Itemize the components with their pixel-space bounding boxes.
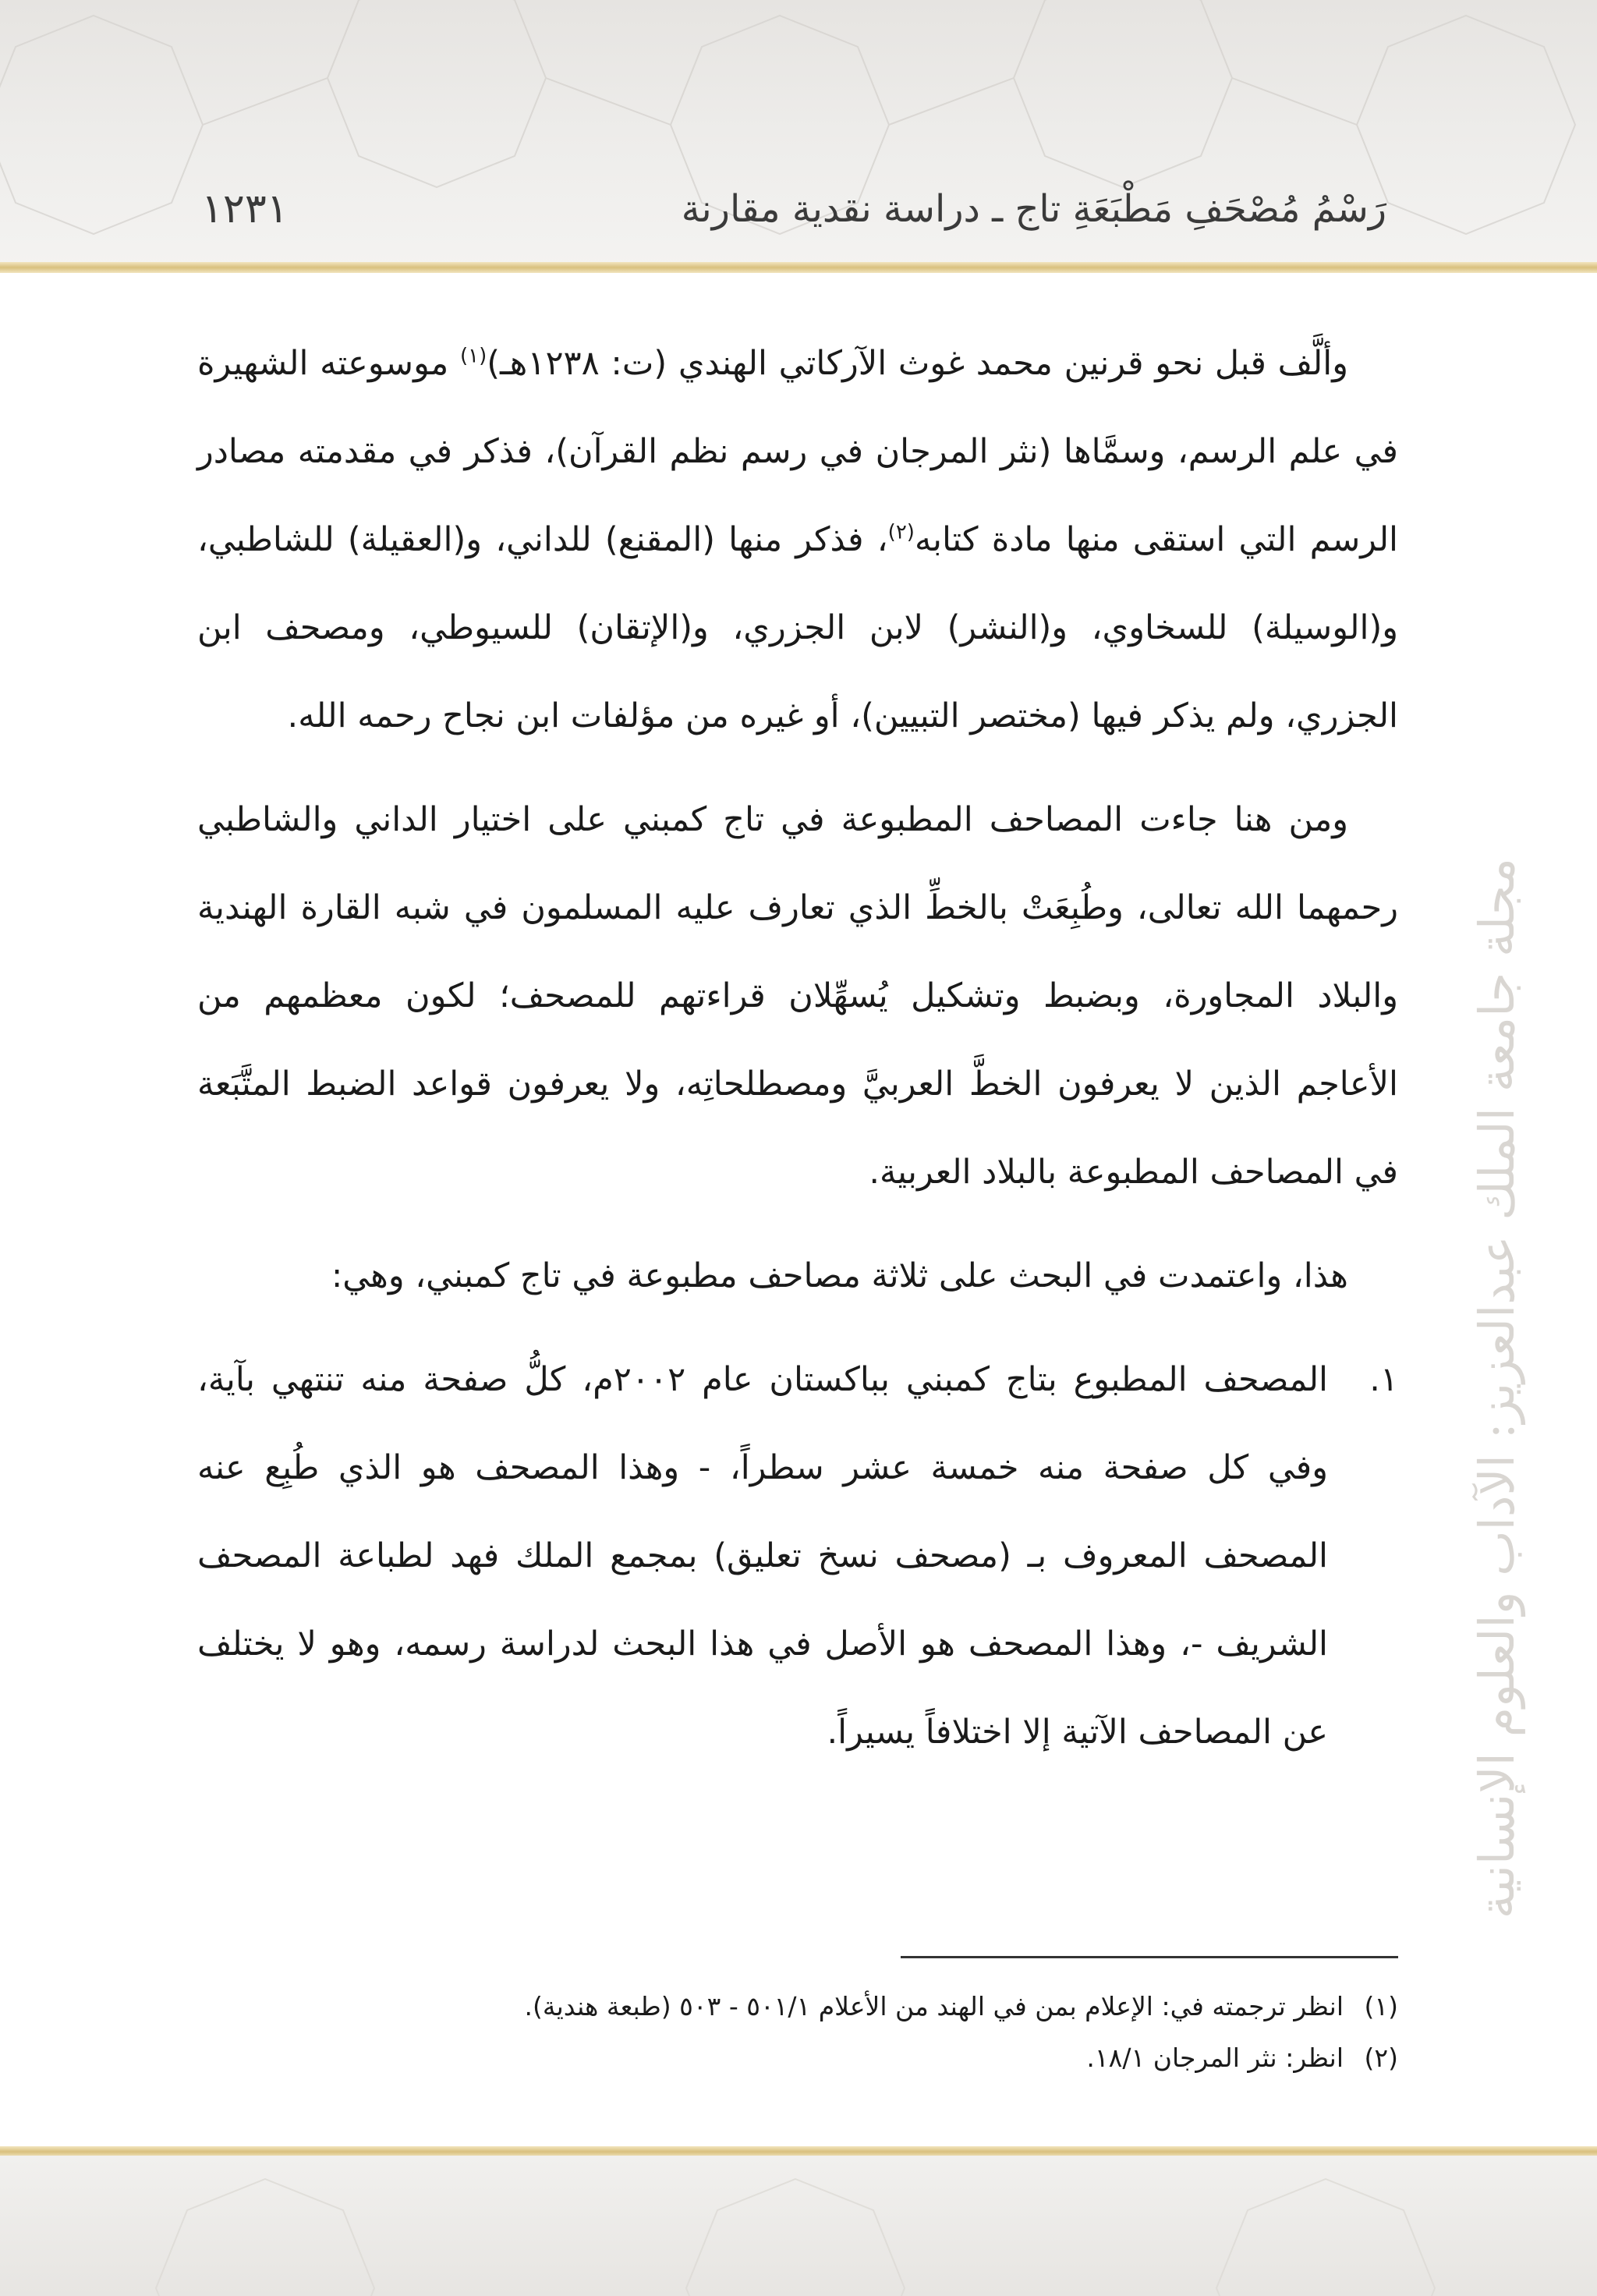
list-item-text: المصحف المطبوع بتاج كمبني بباكستان عام ٢٠٠٢م، كلُّ صفحة منه تنتهي بآية، وفي كل صفحة منه خمسة عشر سطراً، - وهذا المصحف هو الذي طُبِع عنه المصحف المعروف بـ (مصحف نسخ تعليق) بمجمع الملك فهد لطباعة المصحف الشريف -، وهذا المصحف هو الأصل في هذا البحث لدراسة رسمه، وهو لا يختلف عن المصاحف الآتية إلا اختلافاً يسيراً. <box>197 1360 1328 1752</box>
paragraph-1-middle: موسوعته الشهيرة في علم الرسم، وسمَّاها (نثر المرجان في رسم نظم القرآن)، فذكر في مقدمته مصادر الرسم التي استقى منها مادة كتابه <box>197 344 1398 559</box>
list-item-marker: ١. <box>1369 1360 1398 1399</box>
footnote-ref-2: (٢) <box>887 520 915 544</box>
side-journal-title: مجلة جامعة الملك عبدالعزيز: الآداب والعلوم الإنسانية <box>1468 858 1525 1919</box>
header-gold-rule <box>0 262 1597 273</box>
list-item <box>197 1336 1398 1777</box>
footnote-divider <box>901 1956 1398 1958</box>
main-text <box>197 320 1398 1792</box>
page-number: ١٢٣١ <box>201 186 289 232</box>
paragraph-2: ومن هنا جاءت المصاحف المطبوعة في تاج كمبني على اختيار الداني والشاطبي رحمهما الله تعالى، وطُبِعَتْ بالخطِّ الذي تعارف عليه المسلمون في شبه القارة الهندية والبلاد المجاورة، وبضبط وتشكيل يُسهِّلان قراءتهم للمصحف؛ لكون معظمهم من الأعاجم الذين لا يعرفون الخطَّ العربيَّ ومصطلحاتِه، ولا يعرفون قواعد الضبط المتَّبَعة في المصاحف المطبوعة بالبلاد العربية. <box>197 800 1398 1192</box>
paragraph-1 <box>197 320 1398 760</box>
footer-geometric-pattern <box>0 2156 1597 2296</box>
footnote-2-number: (٢) <box>1364 2043 1398 2073</box>
footnote-1 <box>197 1981 1398 2032</box>
footnotes <box>197 1981 1398 2084</box>
footnote-1-number: (١) <box>1364 1991 1398 2021</box>
footnote-2-text: انظر: نثر المرجان ١٨/١. <box>1086 2043 1344 2073</box>
footnote-ref-1: (١) <box>460 344 487 368</box>
footnote-1-text: انظر ترجمته في: الإعلام بمن في الهند من الأعلام ٥٠١/١ - ٥٠٣ (طبعة هندية). <box>524 1991 1344 2021</box>
footnote-2 <box>197 2032 1398 2084</box>
paragraph-3: هذا، واعتمدت في البحث على ثلاثة مصاحف مطبوعة في تاج كمبني، وهي: <box>331 1256 1348 1295</box>
paragraph-1-end: ، فذكر منها (المقنع) للداني، و(العقيلة) للشاطبي، و(الوسيلة) للسخاوي، و(النشر) لابن الجزري، و(الإتقان) للسيوطي، ومصحف ابن الجزري، ولم يذكر فيها (مختصر التبيين)، أو غيره من مؤلفات ابن نجاح رحمه الله. <box>197 520 1398 735</box>
running-title: رَسْمُ مُصْحَفِ مَطْبَعَةِ تاج ـ دراسة نقدية مقارنة <box>681 187 1386 231</box>
paragraph-1-start: وألَّف قبل نحو قرنين محمد غوث الآركاتي الهندي (ت: ١٢٣٨هـ) <box>487 344 1348 383</box>
footer-band <box>0 2156 1597 2296</box>
